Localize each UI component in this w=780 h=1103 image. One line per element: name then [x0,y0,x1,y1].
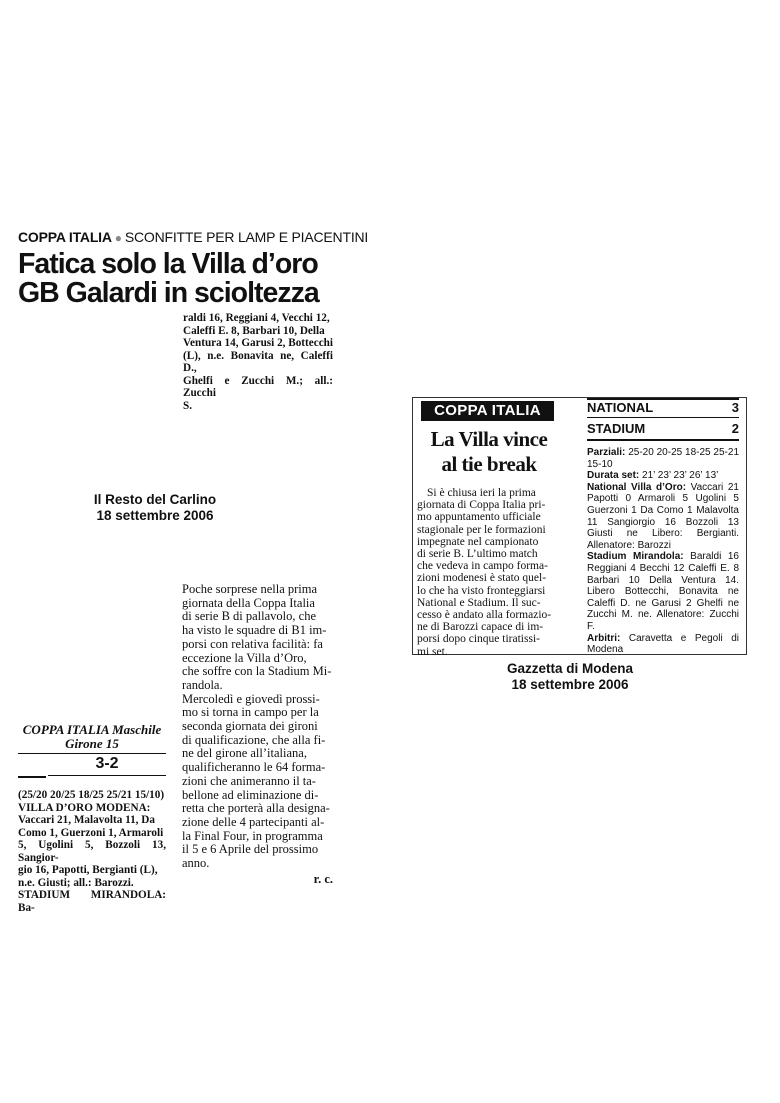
team-score: 2 [731,421,739,436]
text-line: giornata della Coppa Italia [182,595,315,610]
divider [18,753,166,754]
team-name: NATIONAL [587,400,654,415]
headline-line: Fatica solo la Villa d’oro [18,248,318,280]
team-row-stadium [587,421,739,436]
text-line: STADIUM MIRANDOLA: Ba- [18,889,166,914]
text-line: il 5 e 6 Aprile del prossimo [182,842,319,857]
detail-value: 25-20 20-25 18-25 25-21 15-10 [587,447,740,470]
group-name: Girone 15 [65,736,119,751]
text-line: zione delle 4 partecipanti al- [182,814,325,829]
headline-line: La Villa vince [430,427,548,451]
text-line: retta che porterà alla designa- [182,801,330,816]
detail-label: National Villa d’Oro: [587,481,687,493]
text-line: Vaccari 21, Malavolta 11, Da [18,814,155,826]
text-line: National e Stadium. Il suc- [417,596,541,609]
text-line: mo si torna in campo per la [182,705,319,720]
text-line: porsi con relativa facilità: fa [182,636,323,651]
section-banner: COPPA ITALIA [421,401,554,421]
text-line: raldi 16, Reggiani 4, Vecchi 12, [183,312,330,324]
text-line: Mercoledì e giovedì prossi- [182,691,320,706]
kicker-section: COPPA ITALIA [18,229,112,245]
headline-line: GB Galardi in scioltezza [18,277,319,309]
team-name: STADIUM [587,421,646,436]
divider [48,775,166,776]
bullet-icon: ● [114,231,122,245]
text-line: seconda giornata dei gironi [182,719,318,734]
set-scores [587,447,739,470]
text-line: qualificheranno le 64 forma- [182,760,326,775]
detail-label: Arbitri: [587,632,621,644]
text-line: n.e. Giusti; all.: Barozzi. [18,876,134,889]
team-row-national [587,400,739,415]
text-line: gio 16, Papotti, Bergianti (L), [18,864,158,876]
stadium-lineup [587,551,739,632]
article-headline [18,250,319,308]
detail-value: Vaccari 21 Papotti 0 Armaroli 5 Ugolini 5 Guerzoni 1 Da Como 1 Malavolta 11 Sangiorgio 16 Bozzoli 13 Giusti ne Libero: Bergianti. Allenatore: Barozzi [587,481,739,551]
text-line: porsi dopo cinque tiratissi- [417,633,540,646]
referees [587,633,739,656]
match-details [587,447,739,656]
text-line: randola. [182,677,223,692]
text-line: Poche sorprese nella prima [182,582,318,596]
text-line: cesso è andato alla formazio- [417,609,552,622]
text-line: ne di Barozzi capace di im- [417,621,544,634]
score-header [18,723,166,751]
text-line: Si è chiusa ieri la prima [427,487,536,499]
text-line: mi set. [417,645,448,658]
text-line: ne del girone all’italiana, [182,746,307,761]
text-line: VILLA D’ORO MODENA: [18,801,151,814]
text-line: (25/20 20/25 18/25 25/21 15/10) [18,789,165,801]
text-line: di serie B. L’ultimo match [417,548,538,561]
text-line: la Final Four, in programma [182,828,323,843]
divider [18,776,46,778]
set-durations [587,470,739,482]
competition-name: COPPA ITALIA Maschile [22,722,162,737]
text-line: (L), n.e. Bonavita ne, Caleffi D., [183,349,333,374]
team-score: 3 [731,400,739,415]
national-lineup [587,482,739,552]
detail-value: 21’ 23’ 23’ 26’ 13’ [642,470,719,482]
lineup-continuation [183,312,333,412]
source-caption [480,661,660,693]
author-signature: r. c. [313,872,333,886]
gazzetta-body [417,487,567,658]
text-line: ha visto le squadre di B1 im- [182,623,327,638]
detail-value: Baraldi 16 Reggiani 4 Becchi 12 Caleffi E. 8 Barbari 10 Della Ventura 14. Libero Bottecchi, Bonavita ne Caleffi D. ne Garusi 2 Ghelfi ne Zucchi M. ne. Allenatore: Zucchi F. [587,551,739,632]
detail-label: Stadium Mirandola: [587,551,684,563]
text-line: Ventura 14, Garusi 2, Bottecchi [183,337,333,349]
text-line: di qualificazione, che alla fi- [182,732,326,747]
text-line: mo appuntamento ufficiale [417,511,541,524]
lineup-details [18,789,166,914]
source-date: 18 settembre 2006 [96,508,214,523]
text-line: che vedeva in campo forma- [417,560,548,573]
source-name: Gazzetta di Modena [506,661,633,676]
text-line: di serie B di pallavolo, che [182,609,316,624]
text-line: che soffre con la Stadium Mi- [182,664,332,679]
text-line: S. [183,399,193,412]
divider [587,439,739,441]
text-line: stagionale per le formazioni [417,523,546,536]
kicker-subtitle: SCONFITTE PER LAMP E PIACENTINI [124,229,369,245]
match-score: 3-2 [95,755,119,772]
text-line: Caleffi E. 8, Barbari 10, Della [183,324,325,337]
headline-line: al tie break [441,452,537,476]
article-kicker [18,229,368,245]
text-line: bellone ad eliminazione di- [182,787,319,802]
text-line: Ghelfi e Zucchi M.; all.: Zucchi [183,374,333,399]
divider [587,417,739,418]
source-caption [70,492,240,524]
text-line: giornata di Coppa Italia pri- [417,499,546,512]
article-body [182,583,332,871]
detail-value: Caravetta e Pegoli di Modena [587,632,739,656]
text-line: eccezione la Villa d’Oro, [182,650,307,665]
detail-label: Durata set: [587,470,640,482]
text-line: impegnate nel campionato [417,535,539,548]
gazzetta-headline [414,427,564,477]
source-name: Il Resto del Carlino [93,492,217,507]
text-line: anno. [182,856,210,871]
text-line: zioni modenesi è stato quel- [417,572,547,585]
detail-label: Parziali: [587,447,626,458]
source-date: 18 settembre 2006 [511,677,629,692]
text-line: zioni che animeranno il ta- [182,773,316,788]
text-line: 5, Ugolini 5, Bozzoli 13, Sangior- [18,839,166,864]
text-line: Como 1, Guerzoni 1, Armaroli [18,826,164,839]
text-line: lo che ha visto fronteggiarsi [417,584,546,597]
